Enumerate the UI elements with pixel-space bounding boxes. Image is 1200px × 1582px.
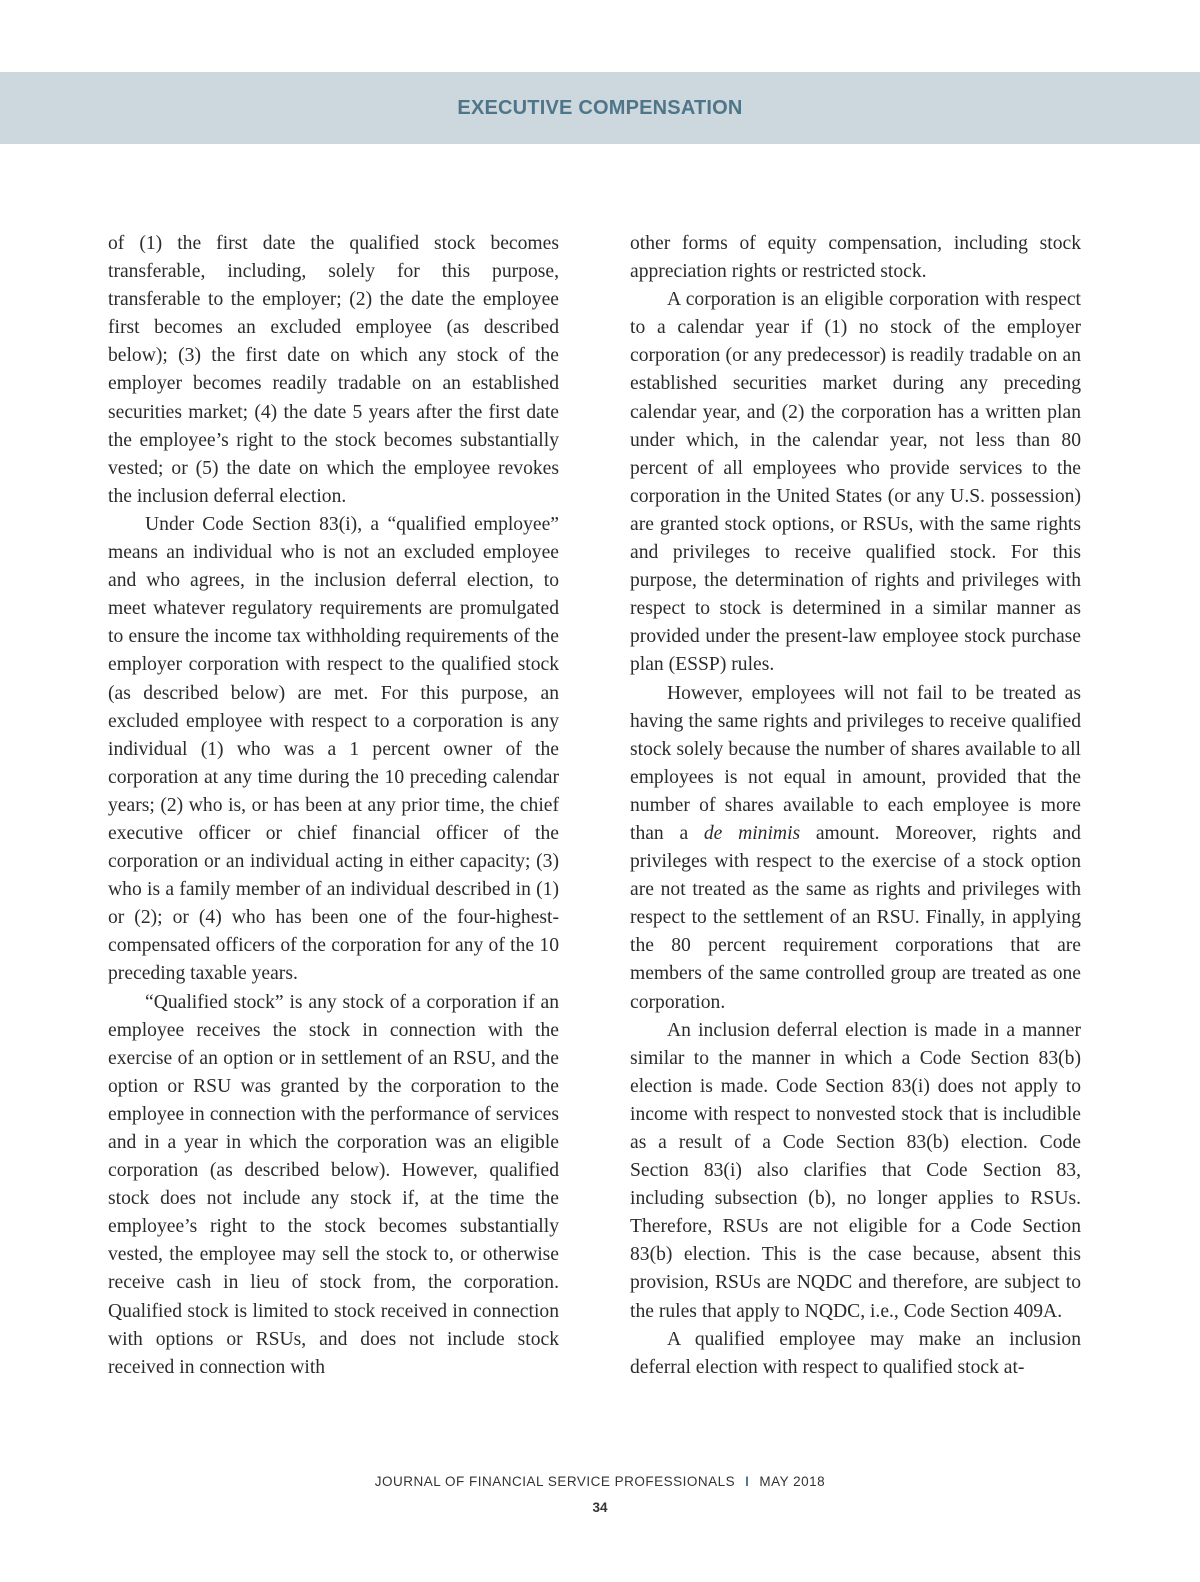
de-minimis-term: de minimis (703, 822, 801, 844)
right-paragraph-5: A qualified employee may make an inclusion deferral election with respect to qualified stock at- (630, 1328, 1081, 1378)
right-paragraph-3-start: However, employees will not fail to be treated as having the same rights and privileges to receive qualified stock solely because the number of shares available to all employees is not equal in amount, provided that the number of shares available to each employee is more than a (630, 682, 1081, 844)
journal-name: JOURNAL OF FINANCIAL SERVICE PROFESSIONALS (374, 1474, 736, 1489)
right-paragraph-1: other forms of equity compensation, including stock appreciation rights or restricted stock. (630, 233, 1081, 283)
footer-running-line (0, 1474, 1200, 1489)
footer-separator: I (745, 1474, 750, 1489)
left-paragraph-2: Under Code Section 83(i), a “qualified employee” means an individual who is not an excluded employee and who agrees, in the inclusion deferral election, to meet whatever regulatory requirements are promulgated to ensure the income tax withholding requirements of the employer corporation with respect to the qualified stock (as described below) are met. For this purpose, an excluded employee with respect to a corporation is any individual (1) who was a 1 percent owner of the corporation at any time during the 10 preceding calendar years; (2) who is, or has been at any prior time, the chief executive officer or chief financial officer of the corporation or an individual acting in either capacity; (3) who is a family member of an individual described in (1) or (2); or (4) who has been one of the four-highest-compensated officers of the corporation for any of the 10 preceding taxable years. (108, 513, 559, 985)
right-paragraph-3 (630, 680, 1081, 1017)
header-band (0, 72, 1200, 144)
right-column (630, 230, 1081, 1382)
section-title: EXECUTIVE COMPENSATION (457, 96, 743, 119)
page-number: 34 (592, 1500, 608, 1515)
left-paragraph-3: “Qualified stock” is any stock of a corporation if an employee receives the stock in connection with the exercise of an option or in settlement of an RSU, and the option or RSU was granted by the corporation to the employee in connection with the performance of services and in a year in which the corporation was an eligible corporation (as described below). However, qualified stock does not include any stock if, at the time the employee’s right to the stock becomes substantially vested, the employee may sell the stock to, or otherwise receive cash in lieu of stock from, the corporation. Qualified stock is limited to stock received in connection with options or RSUs, and does not include stock received in connection with (108, 991, 559, 1378)
left-paragraph-1: of (1) the first date the qualified stock becomes transferable, including, solely for this purpose, transferable to the employer; (2) the date the employee first becomes an excluded employee (as described below); (3) the first date on which any stock of the employer becomes readily tradable on an established securities market; (4) the date 5 years after the first date the employee’s right to the stock becomes substantially vested; or (5) the date on which the employee revokes the inclusion deferral election. (108, 233, 559, 507)
right-paragraph-3-end: amount. Moreover, rights and privileges with respect to the exercise of a stock option are not treated as the same as rights and privileges with respect to the settlement of an RSU. Finally, in applying the 80 percent requirement corporations that are members of the same controlled group are treated as one corporation. (630, 822, 1081, 1013)
issue-date: MAY 2018 (759, 1474, 826, 1489)
right-paragraph-4: An inclusion deferral election is made in a manner similar to the manner in which a Code Section 83(b) election is made. Code Section 83(i) does not apply to income with respect to nonvested stock that is includible as a result of a Code Section 83(b) election. Code Section 83(i) also clarifies that Code Section 83, including subsection (b), no longer applies to RSUs. Therefore, RSUs are not eligible for a Code Section 83(b) election. This is the case because, absent this provision, RSUs are NQDC and therefore, are subject to the rules that apply to NQDC, i.e., Code Section 409A. (630, 1019, 1081, 1322)
left-column (108, 230, 559, 1382)
right-paragraph-2: A corporation is an eligible corporation with respect to a calendar year if (1) no stock of the employer corporation (or any predecessor) is readily tradable on an established securities market during any preceding calendar year, and (2) the corporation has a written plan under which, in the calendar year, not less than 80 percent of all employees who provide services to the corporation in the United States (or any U.S. possession) are granted stock options, or RSUs, with the same rights and privileges to receive qualified stock. For this purpose, the determination of rights and privileges with respect to stock is determined in a similar manner as provided under the present-law employee stock purchase plan (ESSP) rules. (630, 289, 1081, 676)
